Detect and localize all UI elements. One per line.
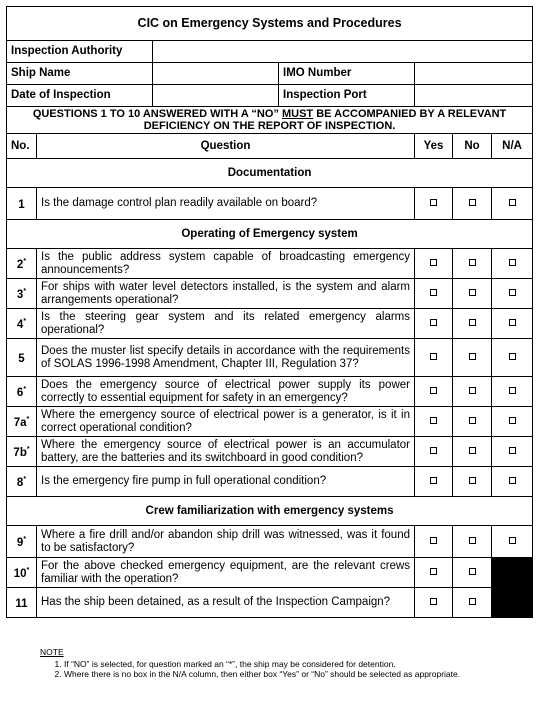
header-question: Question	[37, 134, 415, 159]
header-no-answer: No	[453, 134, 492, 159]
no-checkbox[interactable]	[469, 289, 476, 296]
yes-cell	[415, 526, 453, 558]
date-of-inspection-label: Date of Inspection	[7, 85, 153, 107]
question-row	[7, 407, 533, 437]
na-checkbox[interactable]	[509, 199, 516, 206]
question-row	[7, 588, 533, 618]
na-checkbox[interactable]	[509, 477, 516, 484]
no-cell	[453, 558, 492, 588]
question-number-text: 4	[16, 318, 24, 331]
na-cell	[492, 467, 533, 497]
detention-marker: *	[26, 567, 30, 575]
yes-checkbox[interactable]	[430, 477, 437, 484]
no-checkbox[interactable]	[469, 477, 476, 484]
yes-cell	[415, 467, 453, 497]
yes-cell	[415, 407, 453, 437]
na-checkbox[interactable]	[509, 537, 516, 544]
question-row	[7, 309, 533, 339]
question-number	[7, 467, 37, 497]
question-text: Is the emergency fire pump in full operational condition?	[37, 467, 415, 497]
question-number	[7, 309, 37, 339]
ship-name-label: Ship Name	[7, 63, 153, 85]
yes-checkbox[interactable]	[430, 353, 437, 360]
na-cell	[492, 249, 533, 279]
no-cell	[453, 249, 492, 279]
header-yes: Yes	[415, 134, 453, 159]
no-cell	[453, 188, 492, 220]
na-checkbox[interactable]	[509, 387, 516, 394]
na-cell	[492, 309, 533, 339]
question-number	[7, 588, 37, 618]
detention-marker: *	[23, 386, 27, 394]
na-checkbox[interactable]	[509, 289, 516, 296]
inspection-port-label: Inspection Port	[279, 85, 415, 107]
question-row	[7, 279, 533, 309]
warning-text	[7, 107, 533, 134]
question-number-text: 10	[13, 567, 27, 580]
warning-text-part: BE ACCOMPANIED BY A RELEVANT DEFICIENCY ON THE REPORT OF INSPECTION.	[143, 108, 507, 132]
na-checkbox[interactable]	[509, 417, 516, 424]
yes-cell	[415, 588, 453, 618]
question-number	[7, 188, 37, 220]
ship-name-field[interactable]	[153, 63, 279, 85]
yes-cell	[415, 558, 453, 588]
na-cell	[492, 526, 533, 558]
imo-number-label: IMO Number	[279, 63, 415, 85]
na-cell-blocked	[492, 588, 533, 618]
question-row	[7, 249, 533, 279]
yes-cell	[415, 339, 453, 377]
na-checkbox[interactable]	[509, 353, 516, 360]
question-row	[7, 188, 533, 220]
yes-cell	[415, 188, 453, 220]
detention-marker: *	[23, 476, 27, 484]
na-cell	[492, 407, 533, 437]
imo-number-field[interactable]	[415, 63, 533, 85]
yes-cell	[415, 279, 453, 309]
notes-title: NOTE	[40, 647, 64, 657]
yes-checkbox[interactable]	[430, 537, 437, 544]
question-number-text: 8	[16, 476, 24, 489]
inspection-authority-label: Inspection Authority	[7, 41, 153, 63]
detention-marker: *	[23, 288, 27, 296]
question-text: Has the ship been detained, as a result of the Inspection Campaign?	[37, 588, 415, 618]
yes-checkbox[interactable]	[430, 447, 437, 454]
question-number-text: 7a	[13, 416, 27, 429]
no-cell	[453, 526, 492, 558]
question-number	[7, 526, 37, 558]
yes-cell	[415, 377, 453, 407]
section-documentation: Documentation	[7, 159, 533, 188]
no-checkbox[interactable]	[469, 447, 476, 454]
na-cell	[492, 437, 533, 467]
question-number	[7, 558, 37, 588]
question-number-text: 3	[16, 288, 24, 301]
na-cell	[492, 279, 533, 309]
no-checkbox[interactable]	[469, 537, 476, 544]
na-checkbox[interactable]	[509, 259, 516, 266]
question-text: Where a fire drill and/or abandon ship drill was witnessed, was it found to be satisfactory?	[37, 526, 415, 558]
no-cell	[453, 377, 492, 407]
question-row	[7, 467, 533, 497]
question-text: For ships with water level detectors installed, is the system and alarm arrangements operational?	[37, 279, 415, 309]
yes-checkbox[interactable]	[430, 417, 437, 424]
question-row	[7, 437, 533, 467]
question-row	[7, 339, 533, 377]
no-checkbox[interactable]	[469, 199, 476, 206]
form-title: CIC on Emergency Systems and Procedures	[7, 7, 533, 41]
question-number-text: 11	[15, 597, 28, 610]
question-number	[7, 339, 37, 377]
question-row	[7, 558, 533, 588]
header-no: No.	[7, 134, 37, 159]
section-crew: Crew familiarization with emergency systems	[7, 497, 533, 526]
detention-marker: *	[23, 258, 27, 266]
question-number-text: 2	[16, 258, 24, 271]
notes	[40, 647, 522, 679]
yes-cell	[415, 309, 453, 339]
detention-marker: *	[26, 416, 30, 424]
section-operating: Operating of Emergency system	[7, 220, 533, 249]
no-cell	[453, 309, 492, 339]
yes-checkbox[interactable]	[430, 387, 437, 394]
yes-checkbox[interactable]	[430, 289, 437, 296]
no-checkbox[interactable]	[469, 259, 476, 266]
question-number	[7, 279, 37, 309]
question-number-text: 1	[18, 198, 25, 211]
yes-checkbox[interactable]	[430, 259, 437, 266]
question-text: Where the emergency source of electrical power is a generator, is it in correct operational condition?	[37, 407, 415, 437]
question-number	[7, 249, 37, 279]
no-checkbox[interactable]	[469, 568, 476, 575]
yes-checkbox[interactable]	[430, 199, 437, 206]
question-text: Is the public address system capable of broadcasting emergency announcements?	[37, 249, 415, 279]
question-text: Does the muster list specify details in accordance with the requirements of SOLAS 1996-1998 Amendment, Chapter III, Regulation 37?	[37, 339, 415, 377]
detention-marker: *	[23, 536, 27, 544]
na-checkbox[interactable]	[509, 447, 516, 454]
yes-checkbox[interactable]	[430, 319, 437, 326]
no-cell	[453, 437, 492, 467]
no-cell	[453, 339, 492, 377]
question-text: Is the steering gear system and its related emergency alarms operational?	[37, 309, 415, 339]
na-cell	[492, 188, 533, 220]
no-checkbox[interactable]	[469, 353, 476, 360]
warning-emphasis: MUST	[281, 108, 314, 120]
inspection-form	[6, 6, 533, 618]
question-number-text: 9	[16, 536, 24, 549]
detention-marker: *	[26, 446, 30, 454]
na-cell-blocked	[492, 558, 533, 588]
detention-marker: *	[23, 318, 27, 326]
note-item: 2. Where there is no box in the N/A column, then either box “Yes” or “No” should be selected as appropriate.	[64, 669, 522, 679]
date-of-inspection-field[interactable]	[153, 85, 279, 107]
no-cell	[453, 588, 492, 618]
question-text: Where the emergency source of electrical power is an accumulator battery, are the batteries and its switchboard in good condition?	[37, 437, 415, 467]
warning-text-part: QUESTIONS 1 TO 10 ANSWERED WITH A “NO”	[32, 108, 282, 120]
question-text: Does the emergency source of electrical power supply its power correctly to essential equipment for safety in an emergency?	[37, 377, 415, 407]
question-number	[7, 407, 37, 437]
na-checkbox[interactable]	[509, 319, 516, 326]
no-cell	[453, 407, 492, 437]
question-row	[7, 526, 533, 558]
yes-cell	[415, 249, 453, 279]
no-checkbox[interactable]	[469, 319, 476, 326]
inspection-authority-field[interactable]	[153, 41, 533, 63]
question-number-text: 6	[16, 386, 24, 399]
header-na: N/A	[492, 134, 533, 159]
question-number-text: 5	[18, 352, 25, 365]
question-text: Is the damage control plan readily available on board?	[37, 188, 415, 220]
no-cell	[453, 279, 492, 309]
question-text: For the above checked emergency equipment, are the relevant crews familiar with the operation?	[37, 558, 415, 588]
question-number	[7, 377, 37, 407]
yes-checkbox[interactable]	[430, 568, 437, 575]
question-number-text: 7b	[13, 446, 27, 459]
question-number	[7, 437, 37, 467]
na-cell	[492, 377, 533, 407]
yes-checkbox[interactable]	[430, 598, 437, 605]
no-checkbox[interactable]	[469, 387, 476, 394]
na-cell	[492, 339, 533, 377]
note-item: 1. If “NO” is selected, for question marked an “*”, the ship may be considered for detention.	[64, 659, 522, 669]
question-row	[7, 377, 533, 407]
no-checkbox[interactable]	[469, 417, 476, 424]
yes-cell	[415, 437, 453, 467]
no-cell	[453, 467, 492, 497]
no-checkbox[interactable]	[469, 598, 476, 605]
inspection-port-field[interactable]	[415, 85, 533, 107]
